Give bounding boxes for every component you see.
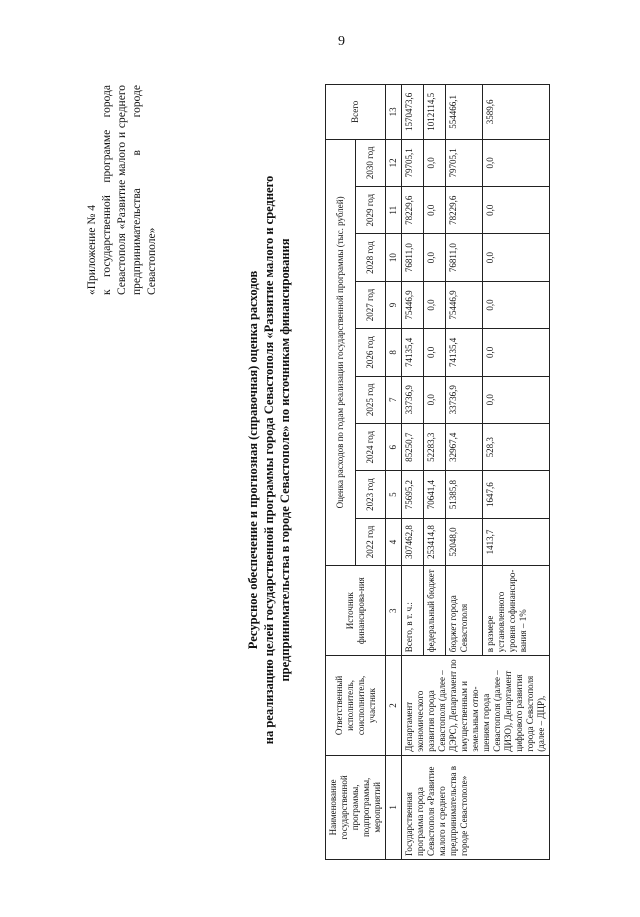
index-cell: 9 bbox=[386, 281, 402, 328]
value-cell: 79705,1 bbox=[445, 139, 482, 186]
page-number: 9 bbox=[338, 34, 345, 49]
value-cell: 0,0 bbox=[423, 187, 445, 234]
value-cell: 528,3 bbox=[482, 423, 549, 470]
value-cell: 33736,9 bbox=[402, 376, 424, 423]
index-row bbox=[386, 85, 402, 860]
index-cell: 3 bbox=[386, 566, 402, 656]
title-line-2: на реализацию целей государственной программы города Севастополя «Развитие малого и среднего bbox=[262, 175, 276, 745]
value-cell: 0,0 bbox=[482, 187, 549, 234]
value-cell: 0,0 bbox=[482, 329, 549, 376]
header-year: 2028 год bbox=[356, 234, 386, 281]
index-cell: 11 bbox=[386, 187, 402, 234]
value-cell: 79705,1 bbox=[402, 139, 424, 186]
value-cell: 76811,0 bbox=[445, 234, 482, 281]
value-cell: 70641,4 bbox=[423, 471, 445, 518]
value-cell: 1647,6 bbox=[482, 471, 549, 518]
value-cell: 0,0 bbox=[482, 139, 549, 186]
header-executor: Ответственный исполнитель, соисполнитель, участник bbox=[326, 656, 386, 756]
header-total: Всего bbox=[326, 85, 386, 140]
total-cell: 1012114,5 bbox=[423, 85, 445, 140]
index-cell: 2 bbox=[386, 656, 402, 756]
source-cell: федеральный бюджет bbox=[423, 566, 445, 656]
executor-cell: Департамент экономического развития города Севастополя (далее – ДЭРС), Департамент по имущественным и земельным отно-шениям города Севастополя (далее – ДИЗО), Департамент цифрового развития города Севастополя (далее – ДЦР), bbox=[402, 656, 550, 756]
header-source: Источник финансирова-ния bbox=[326, 566, 386, 656]
value-cell: 52048,0 bbox=[445, 518, 482, 565]
value-cell: 0,0 bbox=[482, 234, 549, 281]
value-cell: 85250,7 bbox=[402, 423, 424, 470]
value-cell: 0,0 bbox=[423, 234, 445, 281]
table-row bbox=[402, 85, 424, 860]
index-cell: 12 bbox=[386, 139, 402, 186]
appendix-line-1: «Приложение № 4 bbox=[86, 205, 98, 295]
total-cell: 554466,1 bbox=[445, 85, 482, 140]
value-cell: 76811,0 bbox=[402, 234, 424, 281]
title-line-3: предпринимательства в городе Севастополе» по источникам финансирования bbox=[278, 238, 292, 682]
total-cell: 3589,6 bbox=[482, 85, 549, 140]
value-cell: 51385,8 bbox=[445, 471, 482, 518]
header-year: 2029 год bbox=[356, 187, 386, 234]
source-cell: Всего, в т. ч.: bbox=[402, 566, 424, 656]
value-cell: 78229,6 bbox=[402, 187, 424, 234]
index-cell: 7 bbox=[386, 376, 402, 423]
value-cell: 307462,8 bbox=[402, 518, 424, 565]
source-cell: в размере установленного уровня софинансиро-вания – 1% bbox=[482, 566, 549, 656]
value-cell: 33736,9 bbox=[445, 376, 482, 423]
value-cell: 52283,3 bbox=[423, 423, 445, 470]
value-cell: 74135,4 bbox=[445, 329, 482, 376]
value-cell: 0,0 bbox=[423, 139, 445, 186]
value-cell: 75446,9 bbox=[402, 281, 424, 328]
total-cell: 1570473,6 bbox=[402, 85, 424, 140]
header-estimate: Оценка расходов по годам реализации государственной программы (тыс. рублей) bbox=[326, 139, 356, 566]
index-cell: 1 bbox=[386, 755, 402, 859]
value-cell: 75695,2 bbox=[402, 471, 424, 518]
value-cell: 0,0 bbox=[423, 281, 445, 328]
value-cell: 74135,4 bbox=[402, 329, 424, 376]
header-year: 2024 год bbox=[356, 423, 386, 470]
value-cell: 0,0 bbox=[482, 376, 549, 423]
document-title bbox=[245, 100, 293, 820]
value-cell: 32967,4 bbox=[445, 423, 482, 470]
appendix-line-2: к государственной программе города Севастополя «Развитие малого и среднего предпринимательства в городе Севастополе» bbox=[101, 82, 158, 295]
value-cell: 253414,8 bbox=[423, 518, 445, 565]
header-year: 2027 год bbox=[356, 281, 386, 328]
header-year: 2030 год bbox=[356, 139, 386, 186]
value-cell: 78229,6 bbox=[445, 187, 482, 234]
header-year: 2026 год bbox=[356, 329, 386, 376]
funding-table bbox=[325, 84, 550, 860]
value-cell: 1413,7 bbox=[482, 518, 549, 565]
header-year: 2023 год bbox=[356, 471, 386, 518]
rotated-content bbox=[85, 80, 615, 860]
appendix-note bbox=[85, 82, 160, 295]
value-cell: 0,0 bbox=[482, 281, 549, 328]
index-cell: 5 bbox=[386, 471, 402, 518]
value-cell: 0,0 bbox=[423, 329, 445, 376]
index-cell: 13 bbox=[386, 85, 402, 140]
title-line-1: Ресурсное обеспечение и прогнозная (справочная) оценка расходов bbox=[246, 270, 260, 650]
index-cell: 10 bbox=[386, 234, 402, 281]
program-name-cell: Государственная программа города Севастополя «Развитие малого и среднего предпринимательства в городе Севастополе» bbox=[402, 755, 550, 859]
index-cell: 6 bbox=[386, 423, 402, 470]
index-cell: 8 bbox=[386, 329, 402, 376]
header-year: 2022 год bbox=[356, 518, 386, 565]
value-cell: 75446,9 bbox=[445, 281, 482, 328]
index-cell: 4 bbox=[386, 518, 402, 565]
source-cell: бюджет города Севастополя bbox=[445, 566, 482, 656]
value-cell: 0,0 bbox=[423, 376, 445, 423]
header-year: 2025 год bbox=[356, 376, 386, 423]
header-name: Наименование государственной программы, подпрограммы, мероприятий bbox=[326, 755, 386, 859]
